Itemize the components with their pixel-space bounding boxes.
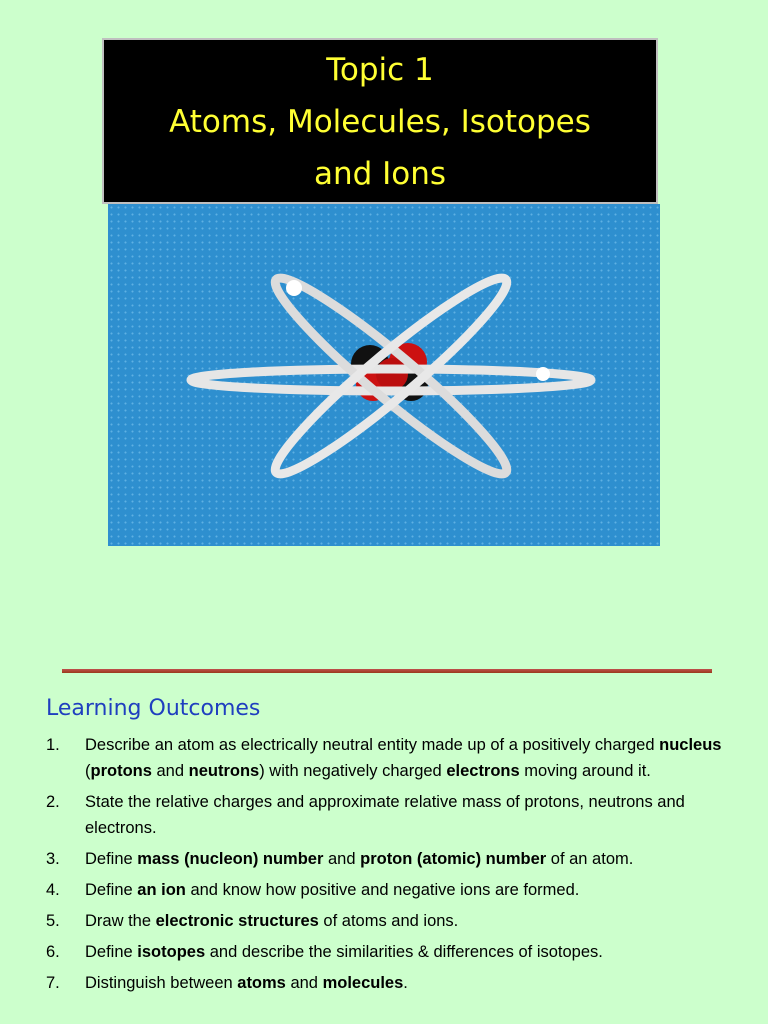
outcome-keyword: molecules	[322, 974, 404, 992]
outcome-number: 7.	[46, 974, 60, 992]
outcome-keyword: mass (nucleon) number	[137, 850, 324, 868]
outcome-text: Draw the	[85, 912, 156, 930]
outcome-keyword: electrons	[446, 762, 520, 780]
electron	[536, 367, 550, 381]
outcome-text: and	[285, 974, 323, 992]
outcome-keyword: electronic structures	[155, 912, 319, 930]
outcome-keyword: isotopes	[137, 943, 206, 961]
outcome-text: Distinguish between	[85, 974, 238, 992]
outcome-text: .	[403, 974, 408, 992]
outcome-text: moving around it.	[519, 762, 651, 780]
outcome-number: 2.	[46, 793, 60, 811]
outcome-text: of an atom.	[546, 850, 634, 868]
outcome-text: and describe the similarities & differences of isotopes.	[205, 943, 603, 961]
outcome-item	[46, 939, 746, 965]
outcome-text: and	[151, 762, 189, 780]
outcome-keyword: atoms	[237, 974, 286, 992]
outcome-keyword: neutrons	[188, 762, 260, 780]
outcome-text: Describe an atom as electrically neutral entity made up of a positively charged	[85, 736, 660, 754]
title-line-3: and Ions	[313, 156, 447, 192]
outcome-text: (	[85, 762, 91, 780]
outcome-text: State the relative charges and approximate relative mass of protons, neutrons and electrons.	[85, 793, 685, 837]
outcome-number: 1.	[46, 736, 60, 754]
outcome-item	[46, 732, 746, 784]
outcome-number: 3.	[46, 850, 60, 868]
outcome-keyword: an ion	[137, 881, 186, 899]
outcome-number: 6.	[46, 943, 60, 961]
outcome-keyword: nucleus	[659, 736, 722, 754]
outcome-item	[46, 877, 746, 903]
outcome-keyword: proton (atomic) number	[360, 850, 547, 868]
outcome-text: and know how positive and negative ions are formed.	[185, 881, 580, 899]
title-box	[102, 38, 658, 204]
learning-outcomes-list	[46, 732, 746, 1001]
title-line-2: Atoms, Molecules, Isotopes	[169, 104, 591, 140]
outcome-keyword: protons	[90, 762, 152, 780]
outcome-item	[46, 908, 746, 934]
outcome-text: Define	[85, 850, 138, 868]
outcome-text: Define	[85, 943, 138, 961]
electron	[286, 280, 302, 296]
outcome-item	[46, 789, 746, 841]
outcome-text: ) with negatively charged	[259, 762, 447, 780]
outcome-item	[46, 970, 746, 996]
divider	[62, 669, 712, 673]
outcome-text: Define	[85, 881, 138, 899]
atom-illustration	[108, 204, 660, 546]
outcome-text: of atoms and ions.	[318, 912, 459, 930]
atom-model-icon	[108, 204, 660, 546]
outcome-number: 5.	[46, 912, 60, 930]
outcome-number: 4.	[46, 881, 60, 899]
outcome-text: and	[323, 850, 361, 868]
title-line-1: Topic 1	[326, 52, 434, 88]
learning-outcomes-heading: Learning Outcomes	[46, 696, 261, 721]
outcome-item	[46, 846, 746, 872]
